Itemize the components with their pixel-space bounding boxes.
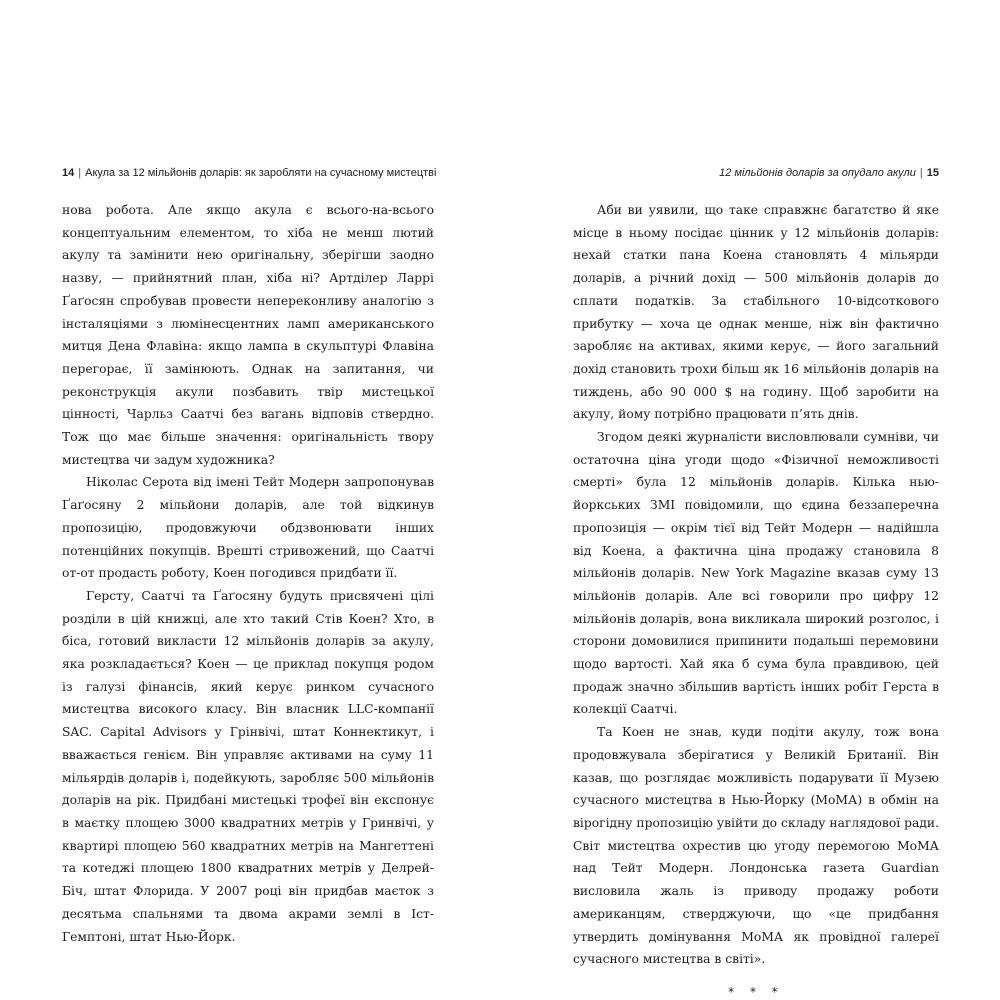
header-separator: | xyxy=(919,167,923,179)
left-page-number: 14 xyxy=(62,167,75,179)
right-running-head xyxy=(567,165,939,181)
right-page-number: 15 xyxy=(926,167,939,179)
section-break: * * * xyxy=(728,984,784,999)
left-body-text xyxy=(62,199,434,948)
paragraph: Герсту, Саатчі та Ґаґосяну будуть присвячені цілі розділи в цій книжці, але хто такий Стів Коен? Хто, в біса, готовий викласти 12 мільйонів доларів за акулу, яка розкладається? Коен — це приклад покупця родом із галузі фінансів, який керує ринком сучасного мистецтва високого класу. Він власник LLC-компанії SAC. Capital Advisors у Грінвічі, штат Коннектикут, і вважається генієм. Він управляє активами на суму 11 мільярдів доларів і, подейкують, заробляє 500 мільйонів доларів на рік. Придбані мистецькі трофеї він експонує в маєтку площею 3000 квадратних метрів у Гринвічі, у квартирі площею 560 квадратних метрів на Мангеттені та котеджі площею 1800 квадратних метрів у Делрей-Біч, штат Флорида. У 2007 році він придбав маєток з десятьма спальнями та двома акрами землі в Іст-Гемптоні, штат Нью-Йорк. xyxy=(62,588,434,944)
left-running-head xyxy=(62,165,437,181)
paragraph: Аби ви уявили, що таке справжнє багатство й яке місце в ньому посідає цінник у 12 мільйонів доларів: нехай статки пана Коена становлять 4 мільярди доларів, а річний дохід — 500 мільйонів доларів до сплати податків. За стабільного 10-відсоткового прибутку — хоча це однак менше, ніж він фактично заробляє на активах, якими керує, — його загальний дохід становить трохи більш як 16 мільйонів доларів на тиждень, або 90 000 $ на годину. Щоб заробити на акулу, йому потрібно працювати п’ять днів. xyxy=(573,203,939,422)
paragraph: Та Коен не знав, куди подіти акулу, тож вона продовжувала зберігатися у Великій Британії. Він казав, що розглядає можливість подарувати її Музею сучасного мистецтва в Нью-Йорку (МоМА) в обмін на вірогідну пропозицію увійти до складу наглядової ради. Світ мистецтва охрестив цю угоду перемогою МоМА над Тейт Модерн. Лондонська газета Guardian висловила жаль із приводу продажу роботи американцям, стверджуючи, що «це придбання утвердить домінування МоМА як провідної галереї сучасного мистецтва в світі». xyxy=(573,725,939,967)
header-separator: | xyxy=(78,167,82,179)
left-header-title: Акула за 12 мільйонів доларів: як заробляти на сучасному мистецтві xyxy=(85,167,437,179)
paragraph: нова робота. Але якщо акула є всього-на-всього концептуальним елементом, то хіба не менш лютий акулу та замінити нею оригінальну, зберігши заодно назву, — прийнятний план, хіба ні? Артділер Ларрі Ґаґосян спробував провести непереконливу аналогію з інсталяціями з люмінесцентних ламп американського митця Дена Флавіна: якщо лампа в скульптурі Флавіна перегорає, її замінюють. Однак на запитання, чи реконструкція акули позбавить твір мистецької цінності, Чарльз Саатчі без вагань відповів ствердно. Тож що має більше значення: оригінальність твору мистецтва чи задум художника? xyxy=(62,203,434,467)
right-header-title: 12 мільйонів доларів за опудало акули xyxy=(719,167,916,179)
right-body-text xyxy=(573,199,939,999)
paragraph: Згодом деякі журналісти висловлювали сумніви, чи остаточна ціна угоди щодо «Фізичної неможливості смерті» була 12 мільйонів доларів. Кілька нью-йоркських ЗМІ повідомили, що єдина беззаперечна пропозиція — окрім тієї від Тейт Модерн — надійшла від Коена, а фактична ціна продажу становила 8 мільйонів доларів. New York Magazine вказав суму 13 мільйонів доларів. Але всі говорили про цифру 12 мільйонів доларів, вона викликала широкий розголос, і сторони домовилися припинити подальші перемовини щодо вартості. Хай яка б сума була правдивою, цей продаж значно збільшив вартість інших робіт Герста в колекції Саатчі. xyxy=(573,430,939,717)
paragraph: Ніколас Серота від імені Тейт Модерн запропонував Ґаґосяну 2 мільйони доларів, але той відкинув пропозицію, продовжуючи обдзвонювати інших потенційних покупців. Врешті стривожений, що Саатчі от-от продасть роботу, Коен погодився придбати її. xyxy=(62,475,434,581)
